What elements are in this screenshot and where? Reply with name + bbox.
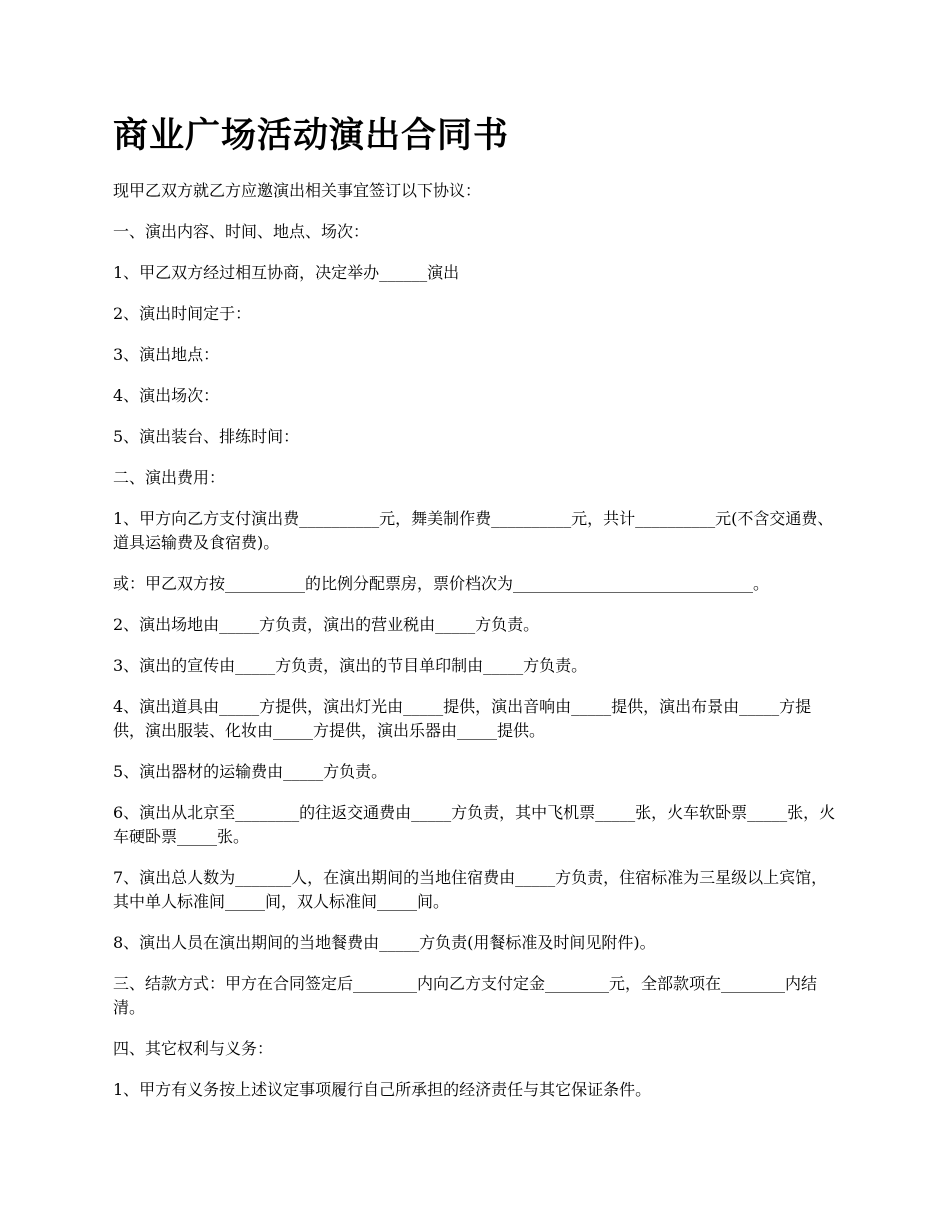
clause-1-5: 5、演出装台、排练时间： bbox=[113, 427, 300, 446]
clause-2-2: 2、演出场地由_____方负责，演出的营业税由_____方负责。 bbox=[113, 615, 540, 634]
document-title: 商业广场活动演出合同书 bbox=[113, 116, 510, 156]
section-4-heading: 四、其它权利与义务： bbox=[113, 1039, 274, 1058]
document-body bbox=[113, 179, 840, 1119]
clause-2-5: 5、演出器材的运输费由_____方负责。 bbox=[113, 762, 388, 781]
clause-2-8: 8、演出人员在演出期间的当地餐费由_____方负责(用餐标准及时间见附件)。 bbox=[113, 933, 656, 952]
clause-1-4: 4、演出场次： bbox=[113, 386, 220, 405]
section-2-heading: 二、演出费用： bbox=[113, 468, 226, 487]
clause-1-2: 2、演出时间定于： bbox=[113, 304, 252, 323]
clause-1-1: 1、甲乙双方经过相互协商，决定举办______演出 bbox=[113, 263, 460, 282]
clause-2-6: 6、演出从北京至________的往返交通费由_____方负责，其中飞机票_____张，火车软卧票_____张，火车硬卧票_____张。 bbox=[113, 803, 836, 846]
intro-paragraph: 现甲乙双方就乙方应邀演出相关事宜签订以下协议： bbox=[113, 181, 482, 200]
clause-2-4: 4、演出道具由_____方提供，演出灯光由_____提供，演出音响由_____提供，演出布景由_____方提供，演出服装、化妆由_____方提供，演出乐器由_____提供。 bbox=[113, 697, 812, 740]
clause-1-3: 3、演出地点： bbox=[113, 345, 220, 364]
section-1-heading: 一、演出内容、时间、地点、场次： bbox=[113, 222, 370, 241]
clause-2-1: 1、甲方向乙方支付演出费__________元，舞美制作费__________元，共计__________元(不含交通费、道具运输费及食宿费)。 bbox=[113, 509, 834, 552]
clause-2-3: 3、演出的宣传由_____方负责，演出的节目单印制由_____方负责。 bbox=[113, 656, 588, 675]
section-3-payment: 三、结款方式：甲方在合同签定后________内向乙方支付定金________元，全部款项在________内结清。 bbox=[113, 974, 818, 1017]
clause-2-1-alternative: 或：甲乙双方按__________的比例分配票房，票价档次为______________________________。 bbox=[113, 574, 770, 593]
clause-4-1: 1、甲方有义务按上述议定事项履行自己所承担的经济责任与其它保证条件。 bbox=[113, 1080, 652, 1099]
clause-2-7: 7、演出总人数为_______人，在演出期间的当地住宿费由_____方负责，住宿标准为三星级以上宾馆，其中单人标准间_____间，双人标准间_____间。 bbox=[113, 868, 828, 911]
